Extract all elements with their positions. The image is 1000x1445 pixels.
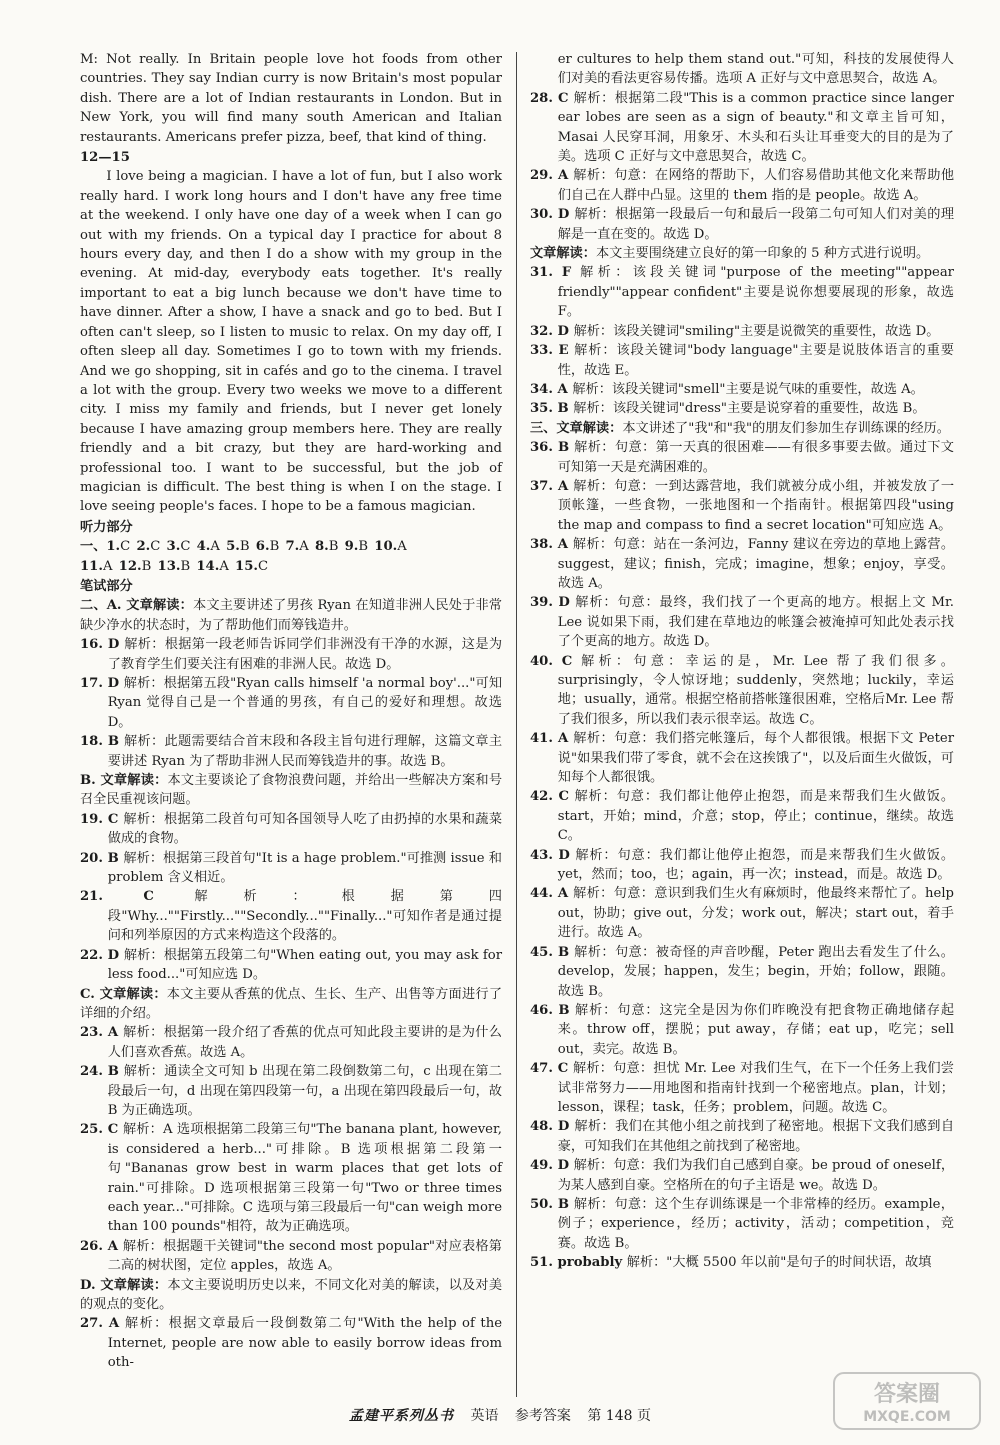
listening-answers-line1 (80, 537, 502, 556)
entry-explanation: 解析：句意：一到达露营地，我们就被分成小组，并被发放了一顶帐篷，一些食物，一张地图和一个指南针。根据第四段"using the map and compass to find a secret location"可知应选 A。 (557, 478, 955, 533)
entry-number: 18. B (80, 734, 124, 750)
entry-number: 51. probably (530, 1255, 627, 1271)
reading-summary-5-ways (530, 244, 954, 263)
entry-number: 30. D (530, 207, 575, 223)
answer-entry (80, 849, 502, 888)
entry-explanation: 解析：根据文章最后一段倒数第二句"With the help of the Internet, people are now able to easily borrow ideas from oth- (107, 1316, 503, 1371)
entry-number: 36. B (530, 440, 575, 456)
answer-choice: B (358, 539, 375, 555)
entry-explanation: 解析：句意：站在一条河边，Fanny 建议在旁边的草地上露营。suggest，建议；finish，完成；imagine，想象；enjoy，享受。故选 A。 (557, 537, 955, 591)
answer-entry (80, 887, 502, 945)
answer-choice: C (120, 539, 137, 555)
entry-explanation: 解析：句意：被奇怪的声音吵醒，Peter 跑出去看发生了什么。develop，发展；happen，发生；begin，开始；follow，跟随。故选 B。 (557, 944, 954, 999)
entry-explanation: 解析：句意：意识到我们生火有麻烦时，他最终来帮忙了。help out，协助；give out，分发；work out，解决；start out，着手进行。故选 A。 (557, 886, 954, 941)
answer-entry (530, 535, 954, 593)
entry-number: 33. E (530, 343, 575, 359)
answer-choice: C (257, 558, 269, 574)
entry-list (530, 89, 954, 244)
reading-tag: 三、文章解读： (530, 420, 623, 436)
entry-explanation: 解析：根据第四段"Why...""Firstly...""Secondly...""Finally..."可知作者是通过提问和列举原因的方式来构造这个段落的。 (107, 889, 502, 944)
answer-entry (80, 1237, 502, 1276)
answer-choice: A (219, 558, 236, 574)
answer-entry (530, 729, 954, 787)
answer-entry (530, 1253, 954, 1272)
entry-list (80, 1314, 502, 1372)
entry-explanation: 解析：句意：我们都让他停止抱怨，而是来帮我们生火做饭。yet，然而；too，也；again，再一次；instead，而是。故选 D。 (557, 847, 955, 883)
entry-number: 34. A (530, 381, 573, 397)
answer-number: 5. (226, 539, 240, 555)
entry-list (80, 810, 502, 985)
entry-number: 16. D (80, 637, 125, 653)
entry-explanation: 解析：句意：我们搭完帐篷后，每个人都很饿。根据下文 Peter 说"如果我们带了零食，就不会在这挨饿了"，以及后面生火做饭，可知每个人都很饿。 (557, 731, 954, 786)
reading-tag: D. 文章解读： (80, 1277, 168, 1293)
answer-number: 12. (118, 558, 142, 574)
reading-summary-d (80, 1276, 502, 1315)
reading-summary-c (80, 985, 502, 1024)
reading-text: 本文主要说明历史以来，不同文化对美的解读，以及对美的观点的变化。 (80, 1277, 503, 1312)
reading-text: 本文主要从香蕉的优点、生长、生产、出售等方面进行了详细的介绍。 (80, 986, 503, 1021)
entry-number: 46. B (530, 1002, 576, 1018)
reading-text: 本文主要谈论了食物浪费问题，并给出一些解决方案和号召全民重视该问题。 (80, 773, 503, 808)
answer-choice: B (141, 558, 158, 574)
answer-number: 3. (166, 539, 181, 555)
entry-number: 48. D (530, 1119, 575, 1135)
entry-explanation: 解析：我们在其他小组之前找到了秘密地。根据下文我们感到自豪，可知我们在其他组之前找到了秘密地。 (557, 1119, 955, 1154)
answer-choice: A (299, 539, 315, 555)
reading-text: 本文主要讲述了男孩 Ryan 在知道非洲人民处于非常缺少净水的状态时，为了帮助他们而筹钱造井。 (80, 598, 502, 633)
entry-explanation: 解析：句意：我们都让他停止抱怨，而是来帮我们生火做饭。start，开始；mind，介意；stop，停止；continue，继续。故选 C。 (557, 789, 955, 844)
answer-number: 8. (314, 539, 329, 555)
answer-entry (80, 1120, 502, 1236)
answer-choice: A (397, 539, 407, 555)
answer-number: 11. (80, 558, 103, 574)
entry-number: 41. A (530, 731, 574, 747)
entry-number: 17. D (80, 676, 124, 691)
answer-choice: B (269, 539, 286, 555)
entry-explanation: 解析：句意：幸运的是，Mr. Lee 帮了我们很多。surprisingly，令人惊讶地；suddenly，突然地；luckily，幸运地；usually，通常。根据空格前搭帐篷很困难，空格后Mr. Lee 帮了我们很多，所以我们表示很幸运。故选 C。 (557, 653, 954, 727)
reading-summary-3 (530, 419, 954, 438)
entry-explanation: 解析：根据第二段"This is a common practice since langer ear lobes are seen as a sign of beauty."和文章主旨可知，Masai 人民穿耳洞，用象牙、木头和石头让耳垂变大的目的是为了美。选项 C 正好与文中意思契合，故选 C。 (557, 90, 954, 165)
entry-number: 38. A (530, 537, 573, 553)
entry-list (80, 635, 502, 771)
entry-number: 29. A (530, 168, 574, 184)
answer-entry (80, 1062, 502, 1120)
entry-explanation: 解析：句意：最终，我们找了一个更高的地方。根据上文 Mr. Lee 说如果下雨，我们建在草地边的帐篷会被淹掉可知此处表示找了个更高的地方。故选 D。 (557, 595, 954, 650)
answer-choice: A (210, 539, 227, 555)
footer-subject: 英语 (470, 1408, 499, 1424)
entry-number: 25. C (80, 1122, 123, 1138)
reading-summary-a (80, 596, 502, 635)
answer-choice: B (180, 558, 197, 574)
answer-entry (530, 380, 954, 399)
entry-explanation: 解析：句意：担忧 Mr. Lee 对我们生气，在下一个任务上我们尝试非常努力——用地图和指南针找到一个秘密地点。plan，计划；lesson，课程；task，任务；problem，问题。故选 C。 (557, 1061, 954, 1115)
listening-heading: 听力部分 (80, 519, 133, 535)
entry-explanation: 解析：根据第二段首句可知各国领导人吃了由扔掉的水果和蔬菜做成的食物。 (107, 811, 503, 847)
dialogue-tail: M: Not really. In Britain people love hot foods from other countries. They say Indian curry is now Britain's most popular dish. There are a lot of Indian restaurants in London. But in New York, you will find many south American and Italian restaurants. Americans prefer pizza, beef, that kind of thing. (80, 52, 502, 145)
entry-explanation: 解析：根据第五段"Ryan calls himself 'a normal boy'..."可知 Ryan 觉得自己是一个普通的男孩，有自己的爱好和理想。故选 D。 (107, 676, 503, 730)
entry-explanation: 解析：句意：在网络的帮助下，人们容易借助其他文化来帮助他们自己在人群中凸显。这里的 them 指的是 people。故选 A。 (557, 168, 955, 203)
answer-entry (530, 943, 954, 1001)
footer-series: 孟建平系列丛书 (349, 1408, 454, 1424)
answer-entry (530, 205, 954, 244)
right-column (530, 50, 954, 1273)
entry-explanation: 解析：句意：第一天真的很困难——有很多事要去做。通过下文可知第一天是充满困难的。 (557, 440, 954, 475)
answer-number: 15. (235, 558, 258, 574)
answer-number: 10. (374, 539, 398, 555)
entry-number: 27. A (80, 1316, 126, 1332)
entry-number: 47. C (530, 1061, 574, 1077)
entry-number: 32. D (530, 323, 574, 339)
answer-entry (80, 732, 502, 771)
answer-entry (530, 263, 954, 321)
answer-entry (80, 1314, 502, 1372)
answer-entry (530, 166, 954, 205)
entry-number: 49. D (530, 1158, 574, 1174)
column-divider (516, 52, 517, 1397)
entry-number: 26. A (80, 1238, 123, 1254)
entry-explanation: 解析：根据第一段最后一句和最后一段第二句可知人们对美的理解是一直在变的。故选 D。 (557, 207, 955, 242)
entry-explanation: 解析：该段关键词"smell"主要是说气味的重要性，故选 A。 (572, 381, 924, 397)
answer-number: 4. (196, 539, 211, 555)
entry-number: 28. C (530, 90, 574, 106)
entry-number: 35. B (530, 401, 574, 417)
answer-choice: B (239, 539, 256, 555)
answer-entry (80, 635, 502, 674)
entry-number: 42. C (530, 789, 575, 805)
answer-number: 7. (285, 539, 300, 555)
entry-explanation: 解析："大概 5500 年以前"是句子的时间状语，故填 (626, 1255, 932, 1271)
answer-number: 14. (196, 558, 220, 574)
answer-entry (530, 399, 954, 418)
answer-number: 2. (136, 539, 151, 555)
continuation-text: er cultures to help them stand out."可知，科技的发展使得人们对美的看法更容易传播。选项 A 正好与文中意思契合，故选 A。 (557, 52, 954, 87)
watermark-line1: 答案圈 (873, 1382, 941, 1407)
entry-number: 31. F (530, 265, 581, 281)
reading-tag: B. 文章解读： (80, 773, 168, 789)
entry-number: 20. B (80, 850, 124, 866)
answer-entry (530, 341, 954, 380)
reading-tag: C. 文章解读： (80, 986, 167, 1002)
answer-entry (530, 652, 954, 730)
footer-section: 参考答案 (514, 1408, 571, 1424)
entry-explanation: 解析：该段关键词"dress"主要是说穿着的重要性，故选 B。 (573, 401, 926, 417)
answer-number: 13. (157, 558, 181, 574)
entry-number: 43. D (530, 847, 576, 863)
answer-choice: C (180, 539, 197, 555)
entry-explanation: 解析：根据第一段介绍了香蕉的优点可知此段主要讲的是为什么人们喜欢香蕉。故选 A。 (107, 1025, 502, 1060)
entry-number: 22. D (80, 947, 124, 963)
written-heading: 笔试部分 (80, 578, 133, 594)
entry-explanation: 解析：该段关键词"body language"主要是说肢体语言的重要性，故选 E。 (557, 343, 954, 378)
reading-summary-b (80, 771, 502, 810)
answer-entry (530, 322, 954, 341)
answer-entry (530, 438, 954, 477)
entry-explanation: 解析：根据题干关键词"the second most popular"对应表格第二高的树状图，定位 apples，故选 A。 (107, 1238, 502, 1274)
answer-entry (530, 1117, 954, 1156)
listening-answers-line2 (80, 557, 502, 576)
passage-heading: 12—15 (80, 150, 130, 166)
entry-explanation: 解析：句意：这个生存训练课是一个非常棒的经历。example，例子；experience，经历；activity，活动；competition，竞赛。故选 B。 (557, 1196, 954, 1251)
entry-number: 19. C (80, 811, 124, 827)
answer-number: 6. (255, 539, 270, 555)
watermark-line2: MXQE.COM (863, 1409, 951, 1425)
answer-choice: A (102, 558, 119, 574)
left-column (80, 50, 502, 1373)
entry-number: 39. D (530, 595, 576, 611)
entry-explanation: 解析：该段关键词"purpose of the meeting""appear friendly""appear confident"主要是说你想要展现的形象，故选 F。 (557, 265, 954, 320)
answer-entry (530, 787, 954, 845)
reading-text: 本文主要围绕建立良好的第一印象的 5 种方式进行说明。 (595, 246, 930, 262)
entry-list (80, 1023, 502, 1275)
answer-entry (530, 1001, 954, 1059)
answer-entry (530, 884, 954, 942)
entry-number: 44. A (530, 886, 574, 902)
answer-choice: B (328, 539, 345, 555)
answer-entry (530, 89, 954, 167)
entry-explanation: 解析：此题需要结合首末段和各段主旨句进行理解，这篇文章主要讲述 Ryan 为了帮助非洲人民而筹钱造井的事。故选 B。 (107, 734, 503, 769)
passage-text: I love being a magician. I have a lot of fun, but I also work really hard. I work long hours and I don't have any free time at the weekend. I only have one day of a week when I can go out with my friends. On a typical day I practice for about 8 hours every day, and then I do a show with my group in the evening. At mid-day, everybody eats together. It's really important to eat a big lunch because we don't have time to have dinner. After a show, I have a snack and go to bed. But I often can't sleep, so I listen to music to relax. On my day off, I often sleep all day. Sometimes I go to town with my friends. And we go shopping, sit in cafés and go to the cinema. I travel a lot with the group. Every two weeks we move to a different city. I miss my family and friends, but I never get lonely because I have amazing group members here. They are really friendly and a bit crazy, but they are hard-working and professional too. I want to be successful, but the job of magician is difficult. The best thing is when I on the stage. I love seeing people's faces. I hope to be a famous magician. (80, 169, 502, 515)
entry-list (530, 438, 954, 1272)
watermark-logo (832, 1371, 982, 1431)
answer-choice: C (150, 539, 167, 555)
answer-entry (530, 1195, 954, 1253)
entry-explanation: 解析：A 选项根据第二段第三句"The banana plant, however, is considered a herb..."可排除。B 选项根据第二段第一句"Bananas grow best in warm places that get lots of rain."可排除。D 选项根据第三段第一句"Two or three times each year..."可排除。C 选项与第三段最后一句"can weigh more than 100 pounds"相符，故为正确选项。 (107, 1122, 502, 1235)
answer-entry (530, 477, 954, 535)
entry-explanation: 解析：根据第三段首句"It is a hage problem."可推测 issue 和 problem 含义相近。 (107, 850, 502, 886)
entry-explanation: 解析：根据第一段老师告诉同学们非洲没有干净的水源，这是为了教育学生们要关注有困难的非洲人民。故选 D。 (107, 637, 503, 672)
entry-number: 37. A (530, 478, 574, 494)
answer-entry (530, 1059, 954, 1117)
reading-tag: 文章解读： (530, 246, 596, 262)
answer-entry (80, 1023, 502, 1062)
footer-page: 第 148 页 (587, 1408, 651, 1424)
answer-entry (80, 674, 502, 732)
entry-number: 50. B (530, 1196, 574, 1212)
entry-explanation: 解析：该段关键词"smiling"主要是说微笑的重要性，故选 D。 (573, 323, 940, 339)
entry-number: 21. C (80, 889, 195, 905)
answer-number: 一、1. (80, 539, 121, 555)
answer-entry (530, 1156, 954, 1195)
answer-entry (530, 846, 954, 885)
entry-explanation: 解析：句意：这完全是因为你们昨晚没有把食物正确地储存起来。throw off，摆脱；put away，存储；eat up，吃完；sell out，卖完。故选 B。 (557, 1002, 955, 1057)
answer-number: 9. (344, 539, 359, 555)
entry-list (530, 263, 954, 418)
entry-number: 40. C (530, 653, 582, 669)
answer-entry (530, 593, 954, 651)
entry-explanation: 解析：通读全文可知 b 出现在第二段倒数第二句，c 出现在第二段最后一句，d 出现在第四段第一句，a 出现在第四段最后一句，故 B 为正确选项。 (107, 1064, 502, 1118)
entry-number: 24. B (80, 1064, 124, 1080)
entry-explanation: 解析：句意：我们为我们自己感到自豪。be proud of oneself，为某人感到自豪。空格所在的句子主语是 we。故选 D。 (557, 1158, 955, 1193)
reading-text: 本文讲述了"我"和"我"的朋友们参加生存训练课的经历。 (622, 420, 950, 436)
entry-number: 23. A (80, 1025, 124, 1041)
answer-entry (80, 810, 502, 849)
entry-explanation: 解析：根据第五段第二句"When eating out, you may ask for less food..."可知应选 D。 (107, 947, 502, 983)
entry-number: 45. B (530, 944, 575, 960)
reading-tag: 二、A. 文章解读： (80, 598, 194, 614)
answer-entry (80, 946, 502, 985)
